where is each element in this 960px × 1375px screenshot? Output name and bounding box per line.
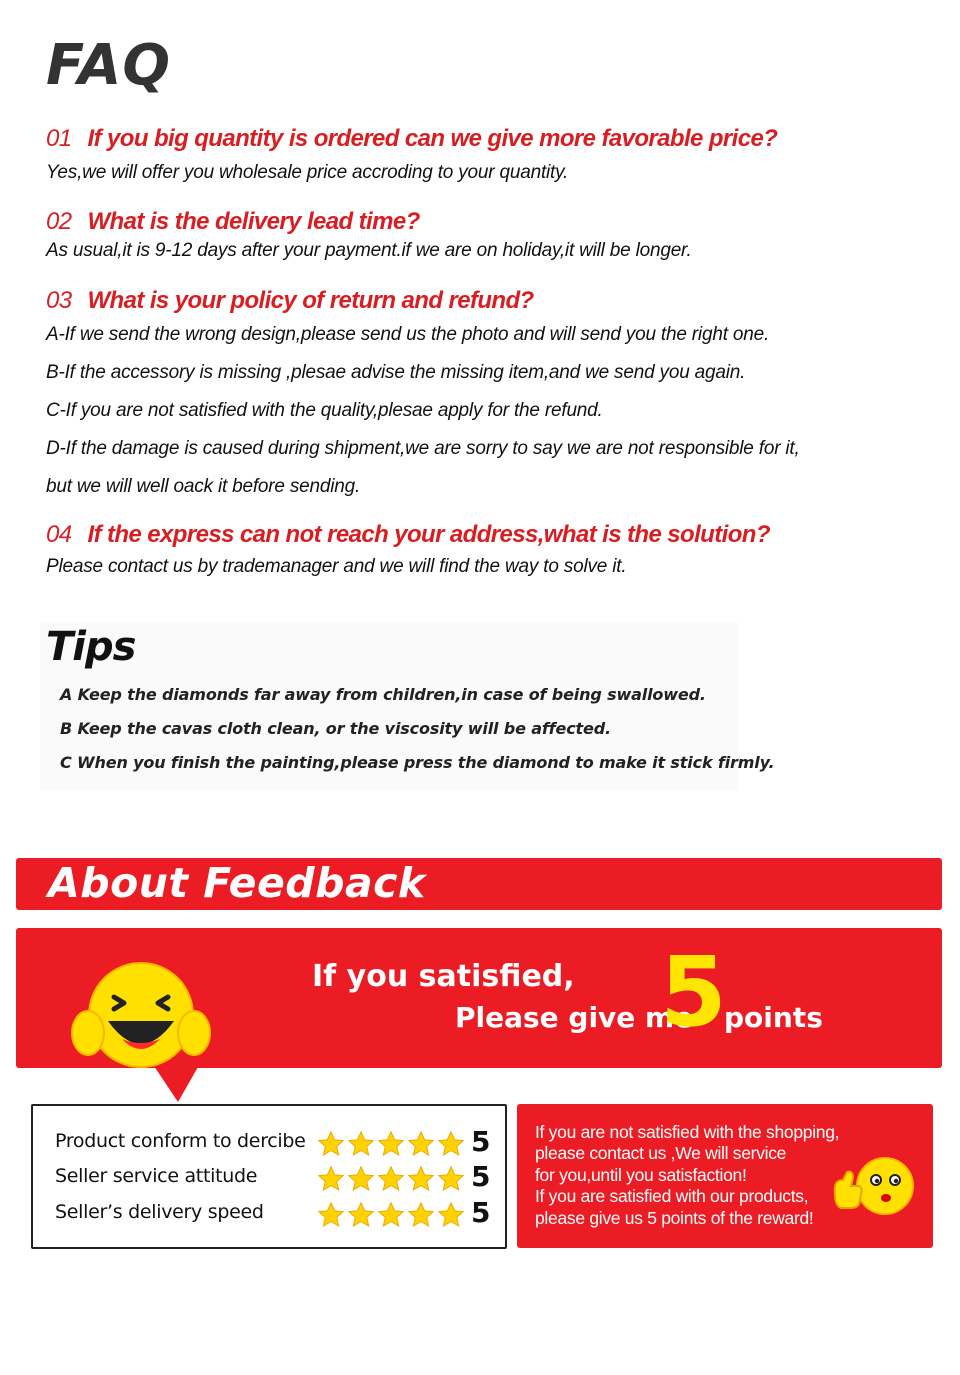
notice-line-3: for you,until you satisfaction! [535, 1165, 747, 1185]
tips-title: Tips [46, 624, 136, 670]
notice-line-1: If you are not satisfied with the shopping, [535, 1122, 840, 1142]
star-icon [437, 1165, 465, 1193]
rating-value: 5 [471, 1125, 491, 1158]
faq-answer-3-c: C-If you are not satisfied with the quality,plesae apply for the refund. [46, 400, 603, 421]
rating-value: 5 [471, 1196, 491, 1229]
faq-question-2: 02 What is the delivery lead time? [46, 208, 420, 235]
faq-answer-3-d-cont: but we will well oack it before sending. [46, 476, 361, 497]
rating-label: Seller’s delivery speed [55, 1201, 264, 1223]
notice-line-2: please contact us ,We will service [535, 1143, 787, 1163]
faq-question-1: 01 If you big quantity is ordered can we give more favorable price? [46, 125, 778, 152]
star-icon [437, 1130, 465, 1158]
faq-title: FAQ [46, 33, 171, 98]
star-icon [347, 1165, 375, 1193]
give-me-line: Please give me [455, 1001, 694, 1034]
star-icon [377, 1201, 405, 1229]
star-icon [317, 1165, 345, 1193]
five-points-number: 5 [660, 936, 727, 1048]
star-icon [377, 1165, 405, 1193]
satisfied-line: If you satisfied, [312, 959, 575, 994]
faq-question-3: 03 What is your policy of return and refund? [46, 287, 534, 314]
faq-answer-3-b: B-If the accessory is missing ,plesae advise the missing item,and we send you again. [46, 362, 746, 383]
rating-row-service [55, 1160, 495, 1193]
tip-b: B Keep the cavas cloth clean, or the viscosity will be affected. [60, 719, 611, 738]
feedback-banner [16, 858, 942, 910]
thumbs-up-smiley-icon [829, 1154, 919, 1218]
star-icon [317, 1130, 345, 1158]
faq-answer-3-a: A-If we send the wrong design,please send us the photo and will send you the right one. [46, 324, 770, 345]
star-group [317, 1201, 465, 1229]
notice-line-5: please give us 5 points of the reward! [535, 1208, 814, 1228]
tip-a: A Keep the diamonds far away from children,in case of being swallowed. [60, 685, 706, 704]
faq-answer-4: Please contact us by trademanager and we will find the way to solve it. [46, 556, 627, 577]
faq-question-4: 04 If the express can not reach your address,what is the solution? [46, 521, 770, 548]
rating-label: Product conform to dercibe [55, 1130, 306, 1152]
star-group [317, 1165, 465, 1193]
faq-answer-2: As usual,it is 9-12 days after your payment.if we are on holiday,it will be longer. [46, 240, 692, 261]
rating-value: 5 [471, 1160, 491, 1193]
star-icon [407, 1165, 435, 1193]
rating-row-delivery [55, 1196, 495, 1229]
laughing-smiley-icon [66, 955, 216, 1075]
feedback-title: About Feedback [48, 859, 426, 907]
star-icon [437, 1201, 465, 1229]
notice-panel [517, 1104, 933, 1248]
faq-answer-3-d: D-If the damage is caused during shipment,we are sorry to say we are not responsible for it, [46, 438, 800, 459]
star-icon [317, 1201, 345, 1229]
star-icon [347, 1130, 375, 1158]
rating-box [31, 1104, 507, 1249]
star-icon [347, 1201, 375, 1229]
star-icon [407, 1201, 435, 1229]
faq-answer-1: Yes,we will offer you wholesale price accroding to your quantity. [46, 162, 569, 183]
rating-row-product [55, 1125, 495, 1158]
star-group [317, 1130, 465, 1158]
tip-c: C When you finish the painting,please press the diamond to make it stick firmly. [60, 753, 775, 772]
star-icon [407, 1130, 435, 1158]
points-word: points [724, 1001, 823, 1034]
rating-label: Seller service attitude [55, 1165, 258, 1187]
notice-line-4: If you are satisfied with our products, [535, 1186, 809, 1206]
star-icon [377, 1130, 405, 1158]
